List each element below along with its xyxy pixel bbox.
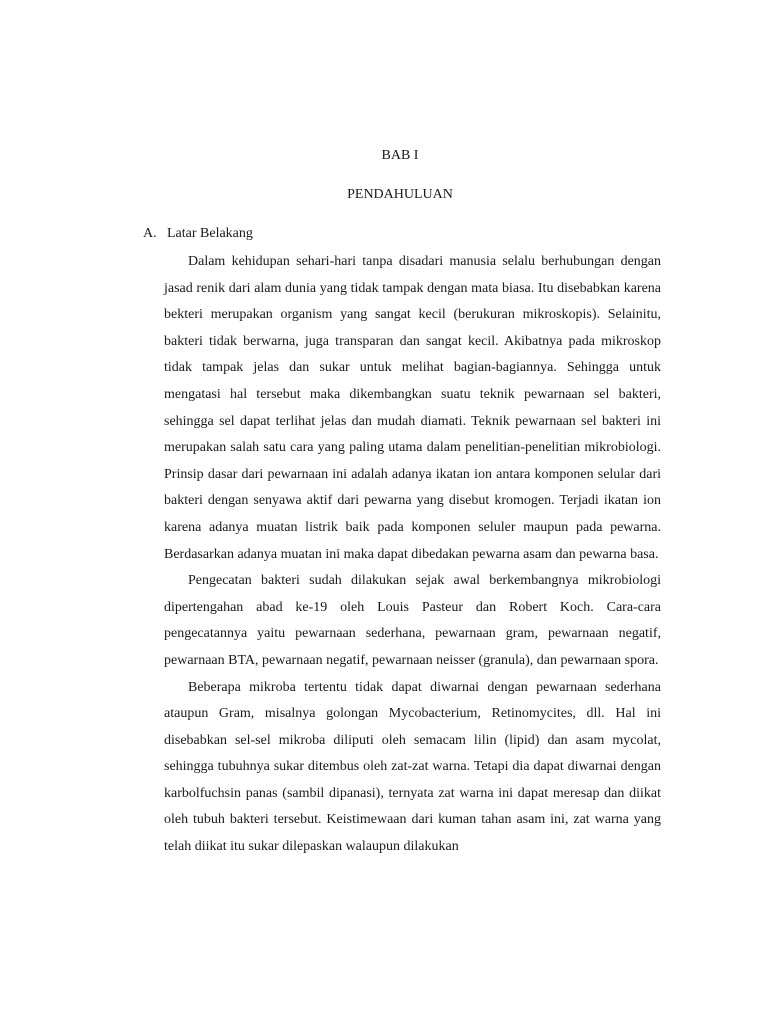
body-text [164,249,661,861]
chapter-heading: BAB I [381,148,419,163]
paragraph: Pengecatan bakteri sudah dilakukan sejak awal berkembangnya mikrobiologi dipertengahan abad ke-19 oleh Louis Pasteur dan Robert Koch. Cara-cara pengecatannya yaitu pewarnaan sederhana, pewarnaan gram, pewarnaan negatif, pewarnaan BTA, pewarnaan negatif, pewarnaan neisser (granula), dan pewarnaan spora. [164,573,661,668]
paragraph: Beberapa mikroba tertentu tidak dapat diwarnai dengan pewarnaan sederhana ataupun Gram, misalnya golongan Mycobacterium, Retinomycites, dll. Hal ini disebabkan sel-sel mikroba diliputi oleh semacam lilin (lipid) dan asam mycolat, sehingga tubuhnya sukar ditembus oleh zat-zat warna. Tetapi dia dapat diwarnai dengan karbolfuchsin panas (sambil dipanasi), ternyata zat warna ini dapat meresap dan diikat oleh tubuh bakteri tersebut. Keistimewaan dari kuman tahan asam ini, zat warna yang telah diikat itu sukar dilepaskan walaupun dilakukan [164,679,661,855]
chapter-title: PENDAHULUAN [347,187,453,202]
section-heading [143,226,253,242]
paragraph: Dalam kehidupan sehari-hari tanpa disadari manusia selalu berhubungan dengan jasad renik dari alam dunia yang tidak tampak dengan mata biasa. Itu disebabkan karena bekteri merupakan organism yang sangat kecil (berukuran mikroskopis). Selainitu, bakteri tidak berwarna, juga transparan dan sangat kecil. Akibatnya pada mikroskop tidak tampak jelas dan sukar untuk melihat bagian-bagiannya. Sehingga untuk mengatasi hal tersebut maka dikembangkan suatu teknik pewarnaan sel bakteri, sehingga sel dapat terlihat jelas dan mudah diamati. Teknik pewarnaan sel bakteri ini merupakan salah satu cara yang paling utama dalam penelitian-penelitian mikrobiologi. Prinsip dasar dari pewarnaan ini adalah adanya ikatan ion antara komponen selular dari bakteri dengan senyawa aktif dari pewarna yang disebut kromogen. Terjadi ikatan ion karena adanya muatan listrik baik pada komponen seluler maupun pada pewarna. Berdasarkan adanya muatan ini maka dapat dibedakan pewarna asam dan pewarna basa. [164,254,661,562]
section-number: A. [143,226,157,241]
section-title: Latar Belakang [167,226,253,241]
